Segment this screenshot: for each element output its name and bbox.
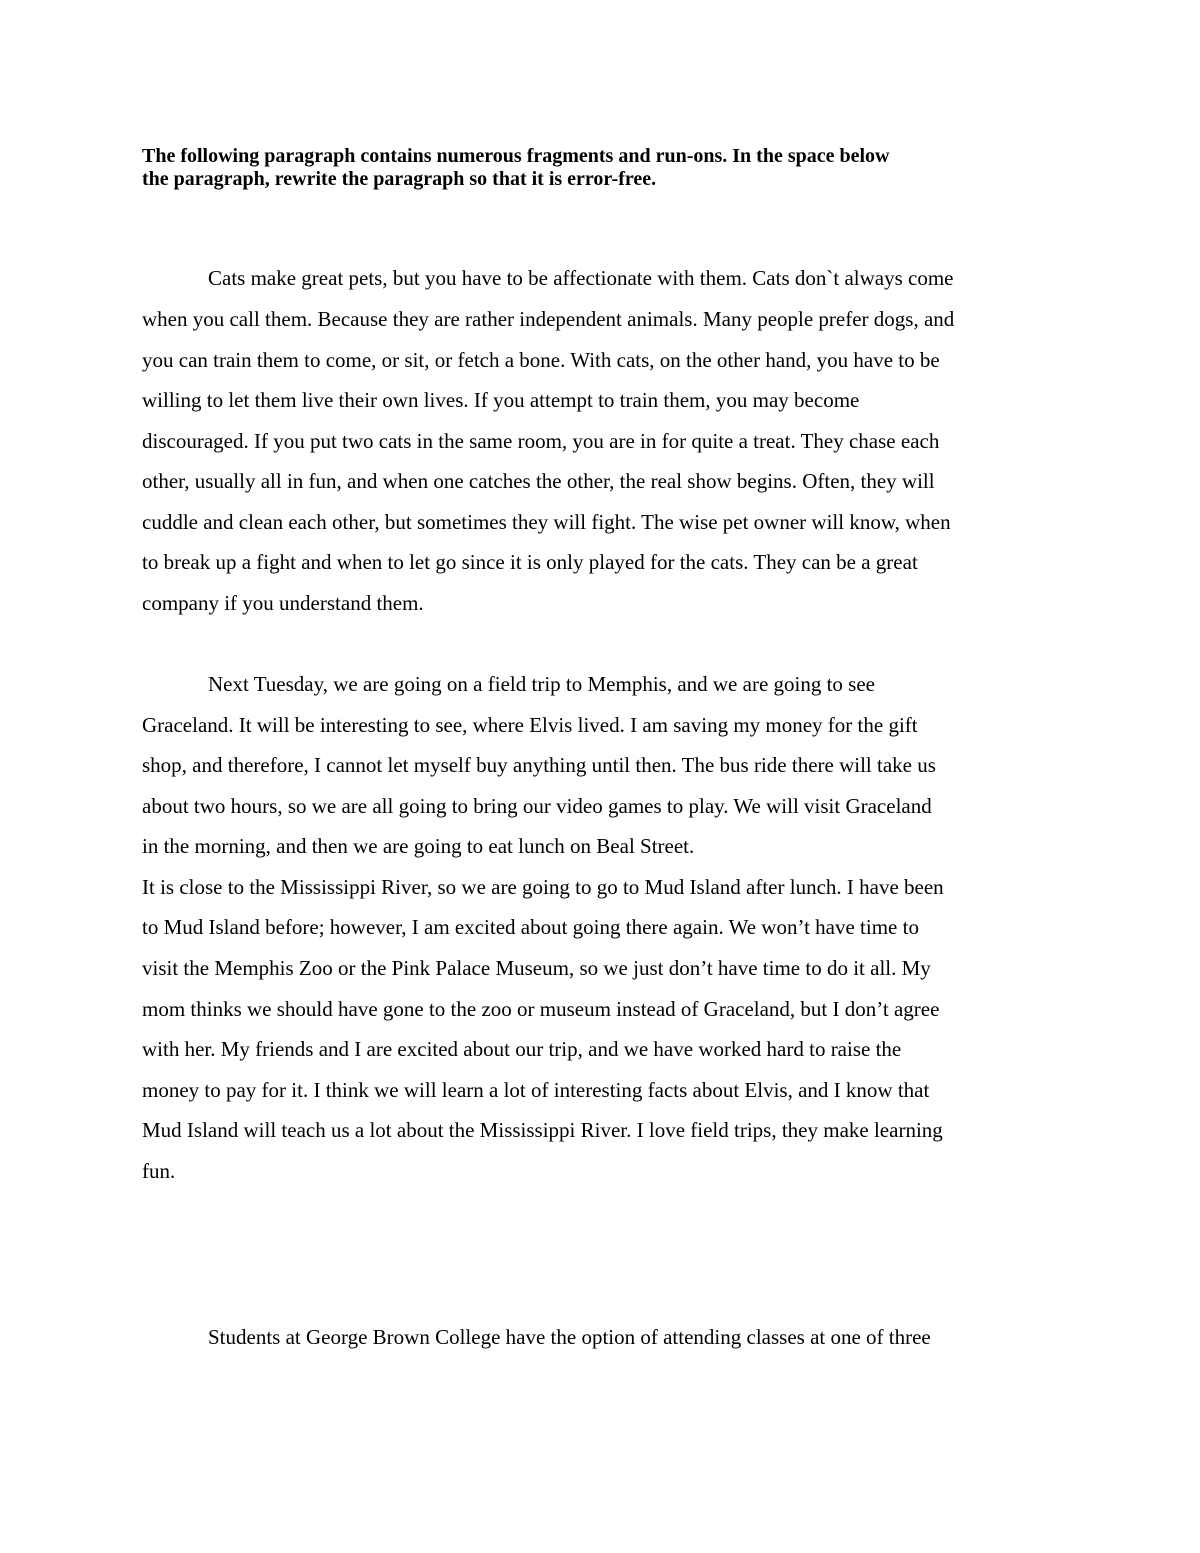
paragraph-line: shop, and therefore, I cannot let myself buy anything until then. The bus ride there will take us: [142, 753, 936, 777]
instructions-heading: [142, 145, 1062, 191]
paragraph-line: in the morning, and then we are going to eat lunch on Beal Street.: [142, 834, 695, 858]
paragraph-line: to Mud Island before; however, I am excited about going there again. We won’t have time to: [142, 915, 919, 939]
paragraph-line: company if you understand them.: [142, 591, 424, 615]
paragraph-line: Graceland. It will be interesting to see, where Elvis lived. I am saving my money for the gift: [142, 713, 918, 737]
paragraph-line: fun.: [142, 1159, 176, 1183]
paragraph-line: Mud Island will teach us a lot about the Mississippi River. I love field trips, they make learning: [142, 1118, 943, 1142]
paragraph-line: Next Tuesday, we are going on a field trip to Memphis, and we are going to see: [208, 672, 875, 696]
paragraph-line: when you call them. Because they are rather independent animals. Many people prefer dogs, and: [142, 307, 955, 331]
paragraph-line: discouraged. If you put two cats in the same room, you are in for quite a treat. They chase each: [142, 429, 940, 453]
paragraph-line: money to pay for it. I think we will learn a lot of interesting facts about Elvis, and I know that: [142, 1078, 930, 1102]
paragraph-line: cuddle and clean each other, but sometimes they will fight. The wise pet owner will know, when: [142, 510, 951, 534]
paragraph-line: mom thinks we should have gone to the zoo or museum instead of Graceland, but I don’t agree: [142, 997, 940, 1021]
paragraph-line: about two hours, so we are all going to bring our video games to play. We will visit Graceland: [142, 794, 932, 818]
paragraph-line: visit the Memphis Zoo or the Pink Palace Museum, so we just don’t have time to do it all. My: [142, 956, 931, 980]
paragraph-line: Students at George Brown College have the option of attending classes at one of three: [208, 1325, 931, 1349]
paragraph-line: with her. My friends and I are excited about our trip, and we have worked hard to raise the: [142, 1037, 902, 1061]
paragraph-line: to break up a fight and when to let go since it is only played for the cats. They can be a great: [142, 550, 918, 574]
paragraph-line: willing to let them live their own lives. If you attempt to train them, you may become: [142, 388, 860, 412]
instructions-line-1: The following paragraph contains numerous fragments and run-ons. In the space below: [142, 145, 890, 167]
paragraph-line: other, usually all in fun, and when one catches the other, the real show begins. Often, they will: [142, 469, 935, 493]
paragraph-line: It is close to the Mississippi River, so we are going to go to Mud Island after lunch. I have been: [142, 875, 944, 899]
paragraph-line: you can train them to come, or sit, or fetch a bone. With cats, on the other hand, you have to be: [142, 348, 940, 372]
instructions-line-2: the paragraph, rewrite the paragraph so that it is error-free.: [142, 168, 657, 190]
paragraph-line: Cats make great pets, but you have to be affectionate with them. Cats don`t always come: [208, 266, 954, 290]
